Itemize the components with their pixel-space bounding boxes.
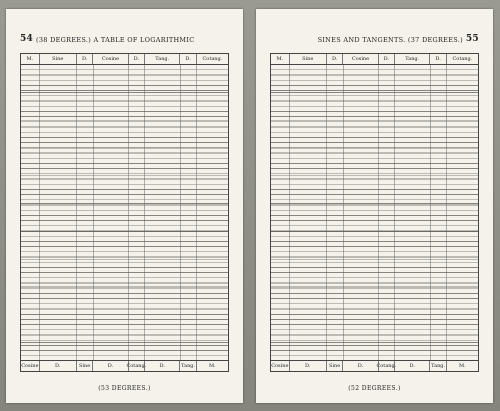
right-page-number: 55	[465, 34, 479, 44]
col-footer-cotang: Cotang.	[376, 363, 397, 369]
col-footer-minutes: M.	[459, 363, 466, 369]
col-header-minutes: M.	[21, 54, 40, 64]
col-footer-sine: Sine	[327, 361, 344, 371]
col-footer-tang: Tang.	[431, 363, 446, 369]
col-header-diff: D.	[327, 54, 344, 64]
col-footer-cotang: Cotang.	[126, 363, 147, 369]
col-header-diff: D.	[430, 54, 447, 64]
left-page-header	[18, 35, 231, 45]
col-header-diff: D.	[77, 54, 94, 64]
left-page-footer: (53 DEGREES.)	[98, 385, 151, 392]
right-running-title: SINES AND TANGENTS. (37 DEGREES.)	[317, 36, 463, 44]
col-header-minutes: M.	[271, 54, 290, 64]
right-page-header	[268, 35, 481, 45]
col-header-tang: Tang.	[395, 54, 430, 64]
col-footer-cosine: Cosine	[271, 363, 289, 369]
col-header-sine: Sine	[290, 54, 327, 64]
right-table-body	[271, 65, 478, 360]
col-header-sine: Sine	[40, 54, 77, 64]
col-footer-minutes: M.	[209, 363, 216, 369]
col-header-cosine: Cosine	[343, 54, 378, 64]
col-footer-tang: Tang.	[181, 363, 196, 369]
col-footer-diff: D.	[395, 361, 430, 371]
right-table-footer	[271, 360, 478, 371]
right-page	[256, 9, 493, 403]
left-table-header	[21, 54, 228, 65]
col-footer-sine: Sine	[77, 361, 94, 371]
column-rules	[271, 65, 478, 360]
col-footer-diff: D.	[40, 361, 77, 371]
col-header-cotang: Cotang.	[452, 56, 473, 62]
column-rules	[21, 65, 228, 360]
col-footer-diff: D.	[290, 361, 327, 371]
col-footer-diff: D.	[145, 361, 180, 371]
col-header-tang: Tang.	[145, 54, 180, 64]
col-footer-cosine: Cosine	[21, 363, 39, 369]
col-footer-diff: D.	[93, 361, 128, 371]
left-table-footer	[21, 360, 228, 371]
col-header-cotang: Cotang.	[202, 56, 223, 62]
left-running-title: (38 DEGREES.) A TABLE OF LOGARITHMIC	[36, 36, 195, 44]
left-page	[6, 9, 243, 403]
right-log-table	[270, 53, 479, 372]
col-header-diff: D.	[379, 54, 396, 64]
col-header-diff: D.	[180, 54, 197, 64]
left-page-number: 54	[20, 34, 34, 44]
right-table-header	[271, 54, 478, 65]
right-page-footer: (52 DEGREES.)	[348, 385, 401, 392]
col-footer-diff: D.	[343, 361, 378, 371]
left-table-body	[21, 65, 228, 360]
left-log-table	[20, 53, 229, 372]
col-header-cosine: Cosine	[93, 54, 128, 64]
col-header-diff: D.	[129, 54, 146, 64]
